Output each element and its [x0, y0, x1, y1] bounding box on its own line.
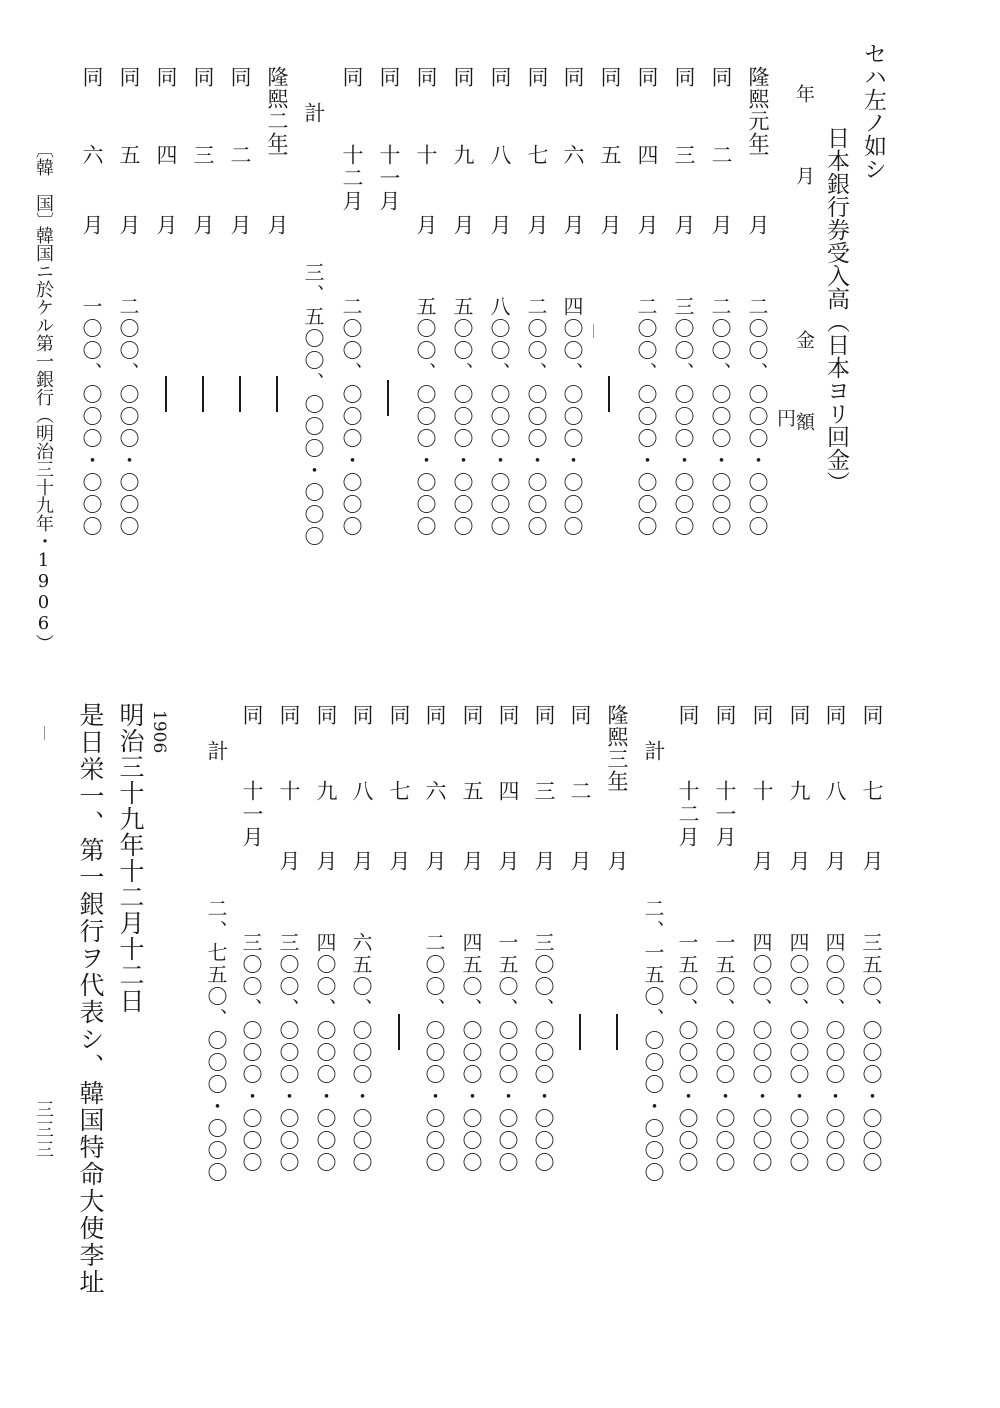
bottom-row-18-amount: 三〇〇、〇〇〇・〇〇〇 [239, 932, 263, 1174]
top-row-9-era: 同 [451, 66, 475, 101]
top-row-3-era: 同 [672, 66, 696, 101]
bottom-row-2-era: 同 [823, 704, 847, 739]
top-row-4-month: 四 月 [635, 144, 659, 249]
top-row-10-amount: 五〇〇、〇〇〇・〇〇〇 [413, 296, 437, 538]
bottom-row-9-month: 二 月 [568, 780, 592, 885]
top-row-17-dash [165, 376, 167, 412]
bottom-row-1-month: 七 月 [860, 780, 884, 885]
top-row-5-dash [608, 376, 610, 412]
bottom-row-5-month: 十一月 [713, 780, 737, 849]
bottom-row-4-era: 同 [750, 704, 774, 739]
top-row-15-era: 同 [228, 66, 252, 101]
bottom-row-15-month: 八 月 [350, 780, 374, 885]
top-row-16-era: 同 [191, 66, 215, 101]
top-row-10-month: 十 月 [414, 144, 438, 249]
top-row-9-month: 九 月 [451, 144, 475, 249]
bottom-row-6-era: 同 [676, 704, 700, 739]
top-row-14-dash [276, 376, 278, 412]
top-row-19-era: 同 [80, 66, 104, 101]
bottom-row-16-amount: 四〇〇、〇〇〇・〇〇〇 [313, 932, 337, 1174]
top-row-12-era: 同 [340, 66, 364, 101]
top-row-7-era: 同 [525, 66, 549, 101]
top-row-18-era: 同 [117, 66, 141, 101]
body-text-line: 是日栄一、第一銀行ヲ代表シ、韓国特命大使李址 [76, 702, 105, 1296]
bottom-row-18-month: 十一月 [240, 780, 264, 849]
top-total-amount: 三、五〇〇、〇〇〇・〇〇〇 [301, 262, 325, 548]
top-row-12-amount: 二〇〇、〇〇〇・〇〇〇 [339, 296, 363, 538]
bottom-row-11-month: 四 月 [496, 780, 520, 885]
date-year-note: 1906 [149, 710, 169, 754]
top-row-9-amount: 五〇〇、〇〇〇・〇〇〇 [450, 296, 474, 538]
bottom-row-14-month: 七 月 [387, 780, 411, 885]
bottom-row-4-amount: 四〇〇、〇〇〇・〇〇〇 [749, 932, 773, 1174]
top-row-12-month: 十二月 [340, 144, 364, 213]
bottom-row-17-month: 十 月 [277, 780, 301, 885]
bottom-row-2-amount: 四〇〇、〇〇〇・〇〇〇 [822, 932, 846, 1174]
bottom-row-5-amount: 一五〇、〇〇〇・〇〇〇 [712, 932, 736, 1174]
bottom-row-17-amount: 三〇〇、〇〇〇・〇〇〇 [276, 932, 300, 1174]
bottom-row-1-amount: 三五〇、〇〇〇・〇〇〇 [859, 932, 883, 1174]
bottom-row-4-month: 十 月 [750, 780, 774, 885]
top-row-5-month: 五 月 [598, 144, 622, 249]
top-row-1-month: 一 月 [746, 144, 770, 249]
bottom-row-8-dash [616, 1014, 618, 1050]
bottom-row-9-dash [579, 1014, 581, 1050]
top-row-8-amount: 八〇〇、〇〇〇・〇〇〇 [487, 296, 511, 538]
bottom-row-2-month: 八 月 [823, 780, 847, 885]
bottom-row-11-era: 同 [496, 704, 520, 739]
header-amount: 金 額 [793, 330, 815, 453]
page-number: 三三三 [33, 1100, 54, 1160]
bottom-row-3-amount: 四〇〇、〇〇〇・〇〇〇 [786, 932, 810, 1174]
bottom-row-12-era: 同 [460, 704, 484, 739]
top-row-19-month: 六 月 [80, 144, 104, 249]
top-row-2-era: 同 [709, 66, 733, 101]
top-row-15-dash [239, 376, 241, 412]
bottom-row-16-month: 九 月 [314, 780, 338, 885]
top-row-15-month: 二 月 [228, 144, 252, 249]
bottom-row-14-dash [398, 1014, 400, 1050]
bottom-row-17-era: 同 [277, 704, 301, 739]
header-date: 年 月 [793, 84, 815, 207]
bottom-row-3-month: 九 月 [787, 780, 811, 885]
header-unit: 円 [774, 408, 796, 427]
bottom-row-12-amount: 四五〇、〇〇〇・〇〇〇 [459, 932, 483, 1174]
bottom-row-14-era: 同 [387, 704, 411, 739]
bottom-row-8-era: 隆熙三年 [605, 704, 629, 792]
top-row-3-amount: 三〇〇、〇〇〇・〇〇〇 [671, 296, 695, 538]
top-row-16-month: 三 月 [191, 144, 215, 249]
top-row-16-dash [202, 376, 204, 412]
bottom-row-3-era: 同 [787, 704, 811, 739]
top-row-5-tick [593, 324, 594, 338]
top-row-2-amount: 二〇〇、〇〇〇・〇〇〇 [708, 296, 732, 538]
bottom-row-5-era: 同 [713, 704, 737, 739]
top-row-17-era: 同 [154, 66, 178, 101]
top-row-8-era: 同 [488, 66, 512, 101]
intro-text: セハ左ノ如シ [860, 42, 886, 180]
top-row-18-amount: 二〇〇、〇〇〇・〇〇〇 [116, 296, 140, 538]
top-row-7-amount: 二〇〇、〇〇〇・〇〇〇 [524, 296, 548, 538]
top-row-4-amount: 二〇〇、〇〇〇・〇〇〇 [634, 296, 658, 538]
bottom-row-18-era: 同 [240, 704, 264, 739]
top-row-11-month: 十一月 [377, 144, 401, 213]
bottom-row-13-amount: 二〇〇、〇〇〇・〇〇〇 [422, 932, 446, 1174]
top-row-4-era: 同 [635, 66, 659, 101]
top-row-3-month: 三 月 [672, 144, 696, 249]
bottom-row-12-month: 五 月 [460, 780, 484, 885]
bottom-row-10-month: 三 月 [532, 780, 556, 885]
bottom-row-13-month: 六 月 [423, 780, 447, 885]
top-row-17-month: 四 月 [154, 144, 178, 249]
top-row-6-amount: 四〇〇、〇〇〇・〇〇〇 [560, 296, 584, 538]
top-row-11-era: 同 [377, 66, 401, 101]
bottom-row-6-month: 十二月 [676, 780, 700, 849]
date-heading: 明治三十九年十二月十二日 [116, 702, 145, 1014]
top-row-10-era: 同 [414, 66, 438, 101]
bottom-row-1-era: 同 [860, 704, 884, 739]
bottom-total-2-amount: 二、七五〇、〇〇〇・〇〇〇 [204, 898, 228, 1184]
footnote-section: 〔韓 国〕 [33, 140, 54, 230]
margin-mark [44, 726, 45, 740]
bottom-row-6-amount: 一五〇、〇〇〇・〇〇〇 [675, 932, 699, 1174]
footnote-year: （明治三十九年・1906） [33, 406, 54, 652]
top-total-label: 計 [302, 102, 326, 137]
bottom-total-1-amount: 二、一五〇、〇〇〇・〇〇〇 [641, 898, 665, 1184]
top-row-18-month: 五 月 [117, 144, 141, 249]
bottom-row-10-era: 同 [532, 704, 556, 739]
top-row-14-month: 一 月 [265, 144, 289, 249]
bottom-total-2-label: 計 [205, 740, 229, 775]
top-row-6-month: 六 月 [561, 144, 585, 249]
bottom-row-15-era: 同 [350, 704, 374, 739]
bottom-total-1-label: 計 [642, 740, 666, 775]
top-row-11-dash [387, 380, 389, 416]
footnote-title: 韓国ニ於ケル第一銀行 [33, 226, 54, 406]
top-row-2-month: 二 月 [709, 144, 733, 249]
bottom-row-11-amount: 一五〇、〇〇〇・〇〇〇 [495, 932, 519, 1174]
bottom-row-15-amount: 六五〇、〇〇〇・〇〇〇 [349, 932, 373, 1174]
bottom-row-10-amount: 三〇〇、〇〇〇・〇〇〇 [531, 932, 555, 1174]
top-row-14-era: 隆熙二年 [265, 66, 289, 154]
top-row-1-amount: 二〇〇、〇〇〇・〇〇〇 [745, 296, 769, 538]
top-row-6-era: 同 [561, 66, 585, 101]
top-row-5-era: 同 [598, 66, 622, 101]
table-title: 日本銀行券受入高（日本ヨリ回金） [823, 126, 849, 494]
top-row-19-amount: 一〇〇、〇〇〇・〇〇〇 [79, 296, 103, 538]
top-row-1-era: 隆熙元年 [746, 66, 770, 154]
bottom-row-16-era: 同 [314, 704, 338, 739]
bottom-row-9-era: 同 [568, 704, 592, 739]
bottom-row-13-era: 同 [423, 704, 447, 739]
top-row-7-month: 七 月 [525, 144, 549, 249]
top-row-8-month: 八 月 [488, 144, 512, 249]
bottom-row-8-month: 一 月 [605, 780, 629, 885]
